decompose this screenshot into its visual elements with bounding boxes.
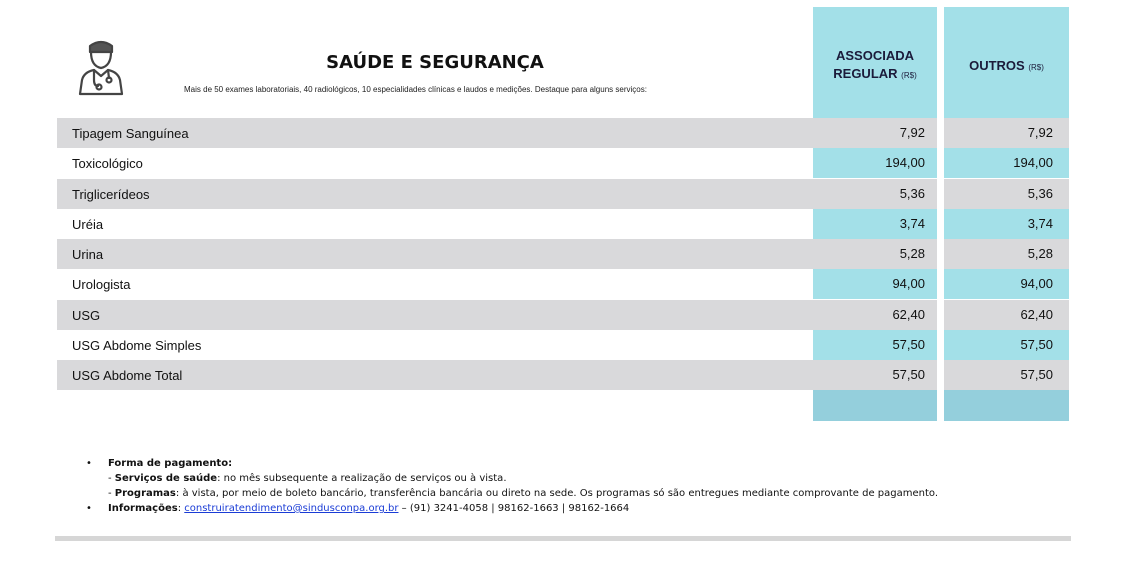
row-name: Toxicológico: [72, 156, 143, 172]
table-row: [57, 209, 1069, 239]
column-separator: [937, 13, 944, 421]
table-row: [57, 148, 1069, 178]
payment-label: Forma de pagamento:: [108, 458, 233, 469]
row-value-associada: 7,92: [813, 118, 937, 148]
row-name: USG Abdome Simples: [72, 337, 202, 353]
column-header-associada-unit: (R$): [901, 71, 917, 80]
row-value-associada: 5,36: [813, 179, 937, 209]
table-row: [57, 300, 1069, 330]
doctor-icon: [76, 36, 126, 96]
row-value-outros: 57,50: [944, 360, 1069, 390]
table-row: [57, 118, 1069, 148]
bullet-icon: •: [86, 458, 92, 469]
info-label: Informações: [108, 503, 178, 514]
row-name: USG Abdome Total: [72, 368, 183, 383]
page-subtitle: Mais de 50 exames laboratoriais, 40 radiológicos, 10 especialidades clínicas e laudos e medições. Destaque para alguns serviços:: [184, 85, 647, 94]
programs-text: : à vista, por meio de boleto bancário, transferência bancária ou direto na sede. Os programas só são entregues mediante comprovante de pagamento.: [175, 488, 939, 499]
row-value-associada: 57,50: [813, 330, 937, 360]
column-header-outros-unit: (R$): [1028, 63, 1044, 72]
bottom-divider: [55, 536, 1071, 541]
bullet-icon: •: [86, 503, 92, 514]
row-value-associada: 194,00: [813, 148, 937, 178]
column-header-associada: [813, 7, 937, 119]
column-header-associada-line1: ASSOCIADA: [835, 48, 914, 63]
row-value-outros: 62,40: [944, 300, 1069, 330]
row-value-outros: 194,00: [944, 148, 1069, 178]
health-label: Serviços de saúde: [114, 473, 218, 484]
table-footer-associada: [813, 390, 937, 421]
row-name: USG: [72, 307, 101, 323]
email-link[interactable]: construiratendimento@sindusconpa.org.br: [184, 503, 399, 514]
row-value-outros: 5,28: [944, 239, 1069, 269]
row-name: Urologista: [72, 277, 131, 293]
table-footer-outros: [944, 390, 1069, 421]
table-row: [57, 360, 1069, 390]
row-value-outros: 57,50: [944, 330, 1069, 360]
column-header-outros: [944, 7, 1069, 119]
table-row: [57, 239, 1069, 269]
row-value-outros: 5,36: [944, 179, 1069, 209]
table-row: [57, 330, 1069, 360]
row-name: Uréia: [72, 216, 104, 232]
info-phones: – (91) 3241-4058 | 98162-1663 | 98162-1664: [398, 503, 630, 514]
row-value-outros: 7,92: [944, 118, 1069, 148]
row-name: Triglicerídeos: [72, 186, 150, 202]
table-row: [57, 269, 1069, 299]
payment-notes: • Forma de pagamento: - Serviços de saúde: no mês subsequente a realização de serviços ou à vista. - Programas: à vista, por meio de boleto bancário, transferência bancária ou direto na sede. Os programas só são entregues mediante comprovante de pagamento. • Informações: construiratendimento@sindusconpa.org.br – (91) 3241-4058 | 98162-1663 | 98162-1664: [86, 458, 939, 514]
dash: -: [108, 488, 115, 499]
row-value-outros: 3,74: [944, 209, 1069, 239]
row-value-outros: 94,00: [944, 269, 1069, 299]
dash: -: [108, 473, 115, 484]
row-value-associada: 5,28: [813, 239, 937, 269]
page-title: SAÚDE E SEGURANÇA: [326, 52, 544, 73]
health-text: : no mês subsequente a realização de serviços ou à vista.: [217, 473, 507, 484]
column-header-associada-line2: REGULAR: [833, 66, 898, 81]
row-value-associada: 57,50: [813, 360, 937, 390]
row-value-associada: 94,00: [813, 269, 937, 299]
row-name: Urina: [72, 247, 104, 262]
programs-label: Programas: [114, 488, 176, 499]
column-header-outros-label: OUTROS: [969, 58, 1025, 73]
table-row: [57, 179, 1069, 209]
row-value-associada: 3,74: [813, 209, 937, 239]
row-value-associada: 62,40: [813, 300, 937, 330]
row-name: Tipagem Sanguínea: [72, 126, 189, 141]
